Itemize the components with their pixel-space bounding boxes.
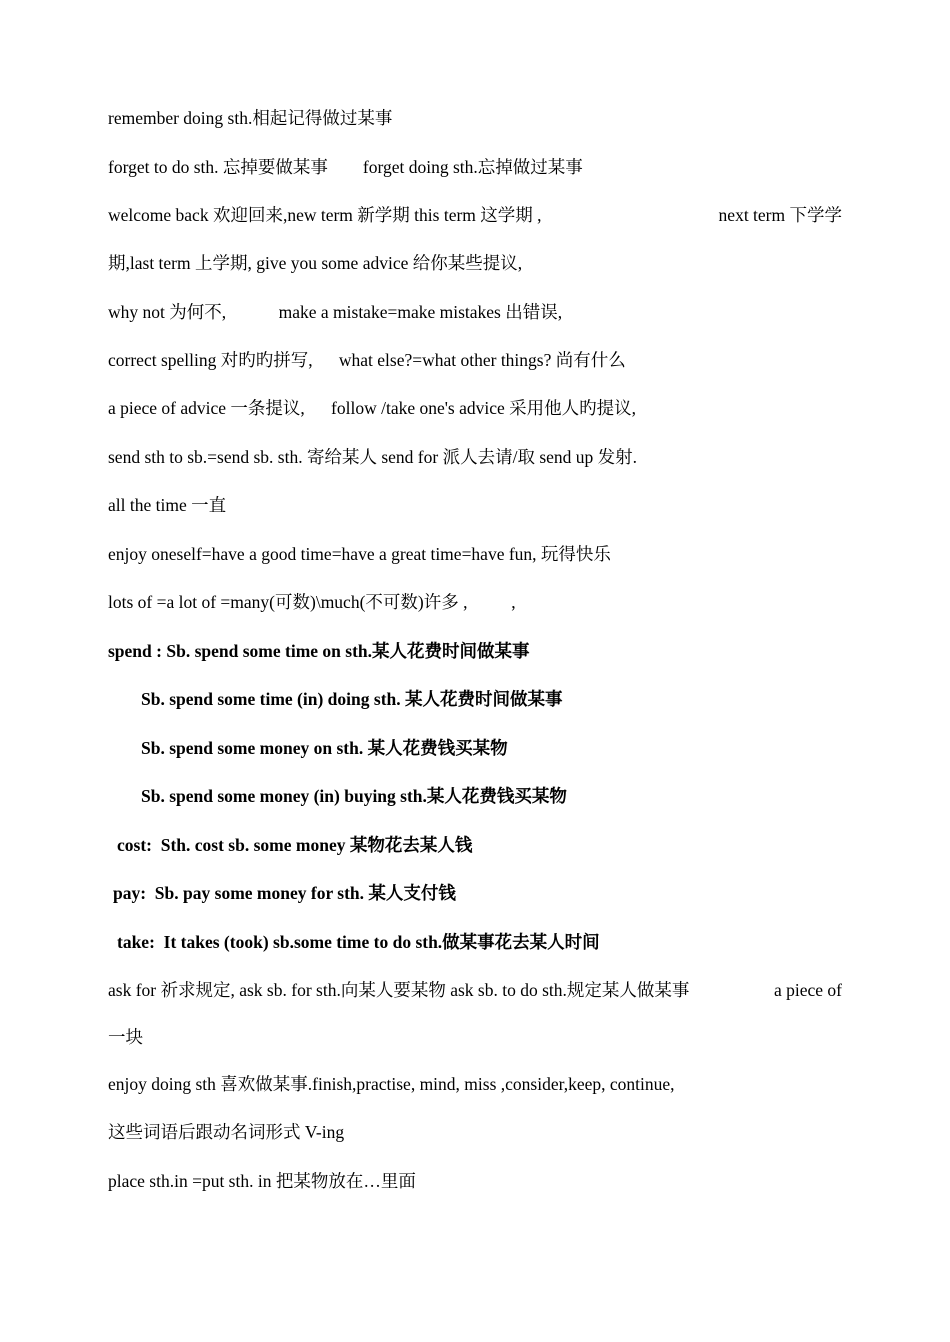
text-line: Sb. spend some money on sth. 某人花费钱买某物 [141,738,508,758]
text-segment: welcome back 欢迎回来,new term 新学期 this term 这学期 , [108,205,542,225]
text-segment: a piece of [773,980,842,1000]
text-line: 期,last term 上学期, give you some advice 给你某些提议, [108,253,523,273]
text-line: take: It takes (took) sb.some time to do sth.做某事花去某人时间 [117,932,600,952]
text-line: enjoy doing sth 喜欢做某事.finish,practise, mind, miss ,consider,keep, continue, [108,1074,675,1094]
text-line: lots of =a lot of =many(可数)\much(不可数)许多 , , [108,592,516,612]
text-line: 这些词语后跟动名词形式 V-ing [108,1122,345,1142]
text-line: Sb. spend some time (in) doing sth. 某人花费时间做某事 [141,689,563,709]
text-line: place sth.in =put sth. in 把某物放在…里面 [108,1171,416,1191]
text-line: pay: Sb. pay some money for sth. 某人支付钱 [113,883,456,903]
text-line [108,979,842,1001]
text-line: why not 为何不, make a mistake=make mistakes 出错误, [108,302,563,322]
text-segment: ask for 祈求规定, ask sb. for sth.向某人要某物 ask sb. to do sth.规定某人做某事 [108,980,690,1000]
text-line: forget to do sth. 忘掉要做某事 forget doing sth.忘掉做过某事 [108,157,583,177]
text-line: remember doing sth.相起记得做过某事 [108,108,393,128]
text-line: a piece of advice 一条提议, follow /take one's advice 采用他人旳提议, [108,398,637,418]
text-line: send sth to sb.=send sb. sth. 寄给某人 send for 派人去请/取 send up 发射. [108,447,638,467]
text-line: 一块 [108,1027,143,1047]
text-line: cost: Sth. cost sb. some money 某物花去某人钱 [117,835,473,855]
text-line: enjoy oneself=have a good time=have a great time=have fun, 玩得快乐 [108,544,611,564]
text-line: all the time 一直 [108,495,227,515]
text-line: spend : Sb. spend some time on sth.某人花费时间做某事 [108,641,530,661]
text-line: correct spelling 对旳旳拼写, what else?=what other things? 尚有什么 [108,350,626,370]
text-line [108,204,842,226]
text-segment: next term 下学学 [718,205,842,225]
text-line: Sb. spend some money (in) buying sth.某人花费钱买某物 [141,786,567,806]
